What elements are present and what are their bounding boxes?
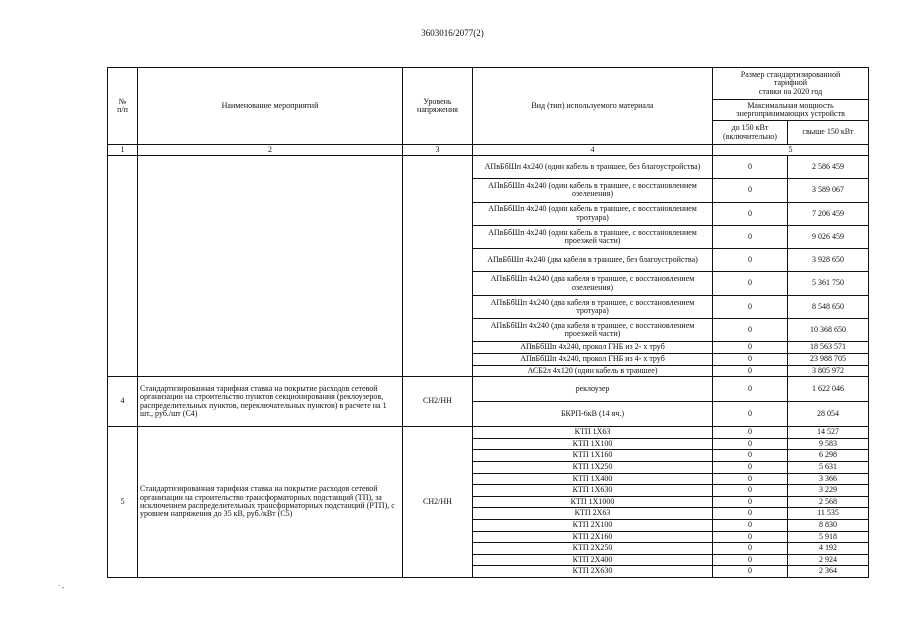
material-type: КТП 2Х250: [473, 543, 713, 555]
rate-upto-150: 0: [713, 295, 788, 318]
header-number: 2: [138, 145, 403, 156]
rate-upto-150: 0: [713, 531, 788, 543]
rate-over-150: 14 527: [788, 427, 869, 439]
voltage-level: [403, 156, 473, 377]
rate-upto-150: 0: [713, 272, 788, 295]
rate-over-150: 3 805 972: [788, 365, 869, 377]
document-id: 3603016/2077(2): [421, 28, 484, 38]
rate-over-150: 2 364: [788, 566, 869, 578]
voltage-level: СН2/НН: [403, 427, 473, 578]
rate-upto-150: 0: [713, 450, 788, 462]
rate-upto-150: 0: [713, 402, 788, 427]
rate-over-150: 2 586 459: [788, 156, 869, 179]
header-number: 4: [473, 145, 713, 156]
material-type: АПвБбШп 4х240 (один кабель в траншее, без благоустройства): [473, 156, 713, 179]
rate-over-150: 3 589 067: [788, 179, 869, 202]
rate-over-150: 2 924: [788, 554, 869, 566]
rate-upto-150: 0: [713, 342, 788, 354]
material-type: КТП 1Х1000: [473, 496, 713, 508]
rate-over-150: 4 192: [788, 543, 869, 555]
rate-over-150: 8 548 650: [788, 295, 869, 318]
material-type: КТП 1Х63: [473, 427, 713, 439]
corner-mark: · ,: [58, 582, 64, 590]
rate-upto-150: 0: [713, 365, 788, 377]
header-row-1: [108, 68, 869, 100]
rate-upto-150: 0: [713, 319, 788, 342]
rate-over-150: 3 229: [788, 485, 869, 497]
rate-over-150: 9 026 459: [788, 225, 869, 248]
material-type: АПвБбШп 4х240, прокол ГНБ из 2- х труб: [473, 342, 713, 354]
rate-upto-150: 0: [713, 496, 788, 508]
material-type: реклоузер: [473, 377, 713, 402]
material-type: БКРП-6кВ (14 яч.): [473, 402, 713, 427]
rate-over-150: 1 622 046: [788, 377, 869, 402]
row-number: 4: [108, 377, 138, 427]
header-num: № п/п: [108, 68, 138, 145]
material-type: КТП 2Х630: [473, 566, 713, 578]
header-max-power: Максимальная мощность энергопринимающих устройств: [713, 100, 869, 121]
rate-over-150: 8 830: [788, 519, 869, 531]
material-type: АПвБбШп 4х240 (два кабеля в траншее, с восстановлением тротуара): [473, 295, 713, 318]
material-type: КТП 1Х100: [473, 438, 713, 450]
table-row: [108, 377, 869, 402]
material-type: КТП 2Х400: [473, 554, 713, 566]
rate-upto-150: 0: [713, 519, 788, 531]
material-type: АПвБбШп 4х240 (один кабель в траншее, с восстановлением проезжей части): [473, 225, 713, 248]
header-upto150: до 150 кВт (включительно): [713, 121, 788, 145]
measure-name: Стандартизированная тарифная ставка на покрытие расходов сетевой организации на строительство пунктов секционирования (реклоузеров, распределительных пунктов, переключательных пунктов) в расчете на 1 шт., руб./шт (С4): [138, 377, 403, 427]
header-name: Наименование мероприятий: [138, 68, 403, 145]
rate-upto-150: 0: [713, 427, 788, 439]
tariff-table: [107, 67, 869, 578]
rate-upto-150: 0: [713, 249, 788, 272]
rate-upto-150: 0: [713, 543, 788, 555]
material-type: АПвБбШп 4х240 (один кабель в траншее, с восстановлением озеленения): [473, 179, 713, 202]
measure-name: [138, 156, 403, 377]
row-number: [108, 156, 138, 377]
header-over150: свыше 150 кВт: [788, 121, 869, 145]
table-row: [108, 156, 869, 179]
rate-over-150: 5 631: [788, 461, 869, 473]
rate-upto-150: 0: [713, 473, 788, 485]
header-rate: Размер стандартизированной тарифной ставки на 2020 год: [713, 68, 869, 100]
rate-over-150: 3 366: [788, 473, 869, 485]
header-number: 3: [403, 145, 473, 156]
material-type: КТП 2Х100: [473, 519, 713, 531]
rate-over-150: 3 928 650: [788, 249, 869, 272]
material-type: КТП 1Х400: [473, 473, 713, 485]
rate-upto-150: 0: [713, 554, 788, 566]
rate-upto-150: 0: [713, 566, 788, 578]
rate-over-150: 9 583: [788, 438, 869, 450]
material-type: КТП 2Х160: [473, 531, 713, 543]
rate-upto-150: 0: [713, 156, 788, 179]
rate-upto-150: 0: [713, 377, 788, 402]
rate-upto-150: 0: [713, 353, 788, 365]
rate-over-150: 23 988 705: [788, 353, 869, 365]
rate-over-150: 18 563 571: [788, 342, 869, 354]
rate-upto-150: 0: [713, 202, 788, 225]
rate-upto-150: 0: [713, 485, 788, 497]
material-type: АПвБбШп 4х240 (два кабеля в траншее, без благоустройства): [473, 249, 713, 272]
material-type: КТП 2Х63: [473, 508, 713, 520]
rate-over-150: 7 206 459: [788, 202, 869, 225]
rate-over-150: 10 368 650: [788, 319, 869, 342]
rate-upto-150: 0: [713, 461, 788, 473]
rate-over-150: 5 918: [788, 531, 869, 543]
material-type: АПвБбШп 4х240 (один кабель в траншее, с восстановлением тротуара): [473, 202, 713, 225]
material-type: КТП 1Х160: [473, 450, 713, 462]
rate-upto-150: 0: [713, 179, 788, 202]
material-type: КТП 1Х250: [473, 461, 713, 473]
measure-name: Стандартизированная тарифная ставка на покрытие расходов сетевой организации на строительство трансформаторных подстанций (ТП), за исключением распределительных трансформаторных подстанций (РТП), с уровнем напряжения до 35 кВ, руб./кВт (С5): [138, 427, 403, 578]
material-type: АПвБбШп 4х240 (два кабеля в траншее, с восстановлением проезжей части): [473, 319, 713, 342]
rate-over-150: 6 298: [788, 450, 869, 462]
rate-over-150: 2 568: [788, 496, 869, 508]
voltage-level: СН2/НН: [403, 377, 473, 427]
table-row: [108, 427, 869, 439]
header-material: Вид (тип) используемого материала: [473, 68, 713, 145]
rate-over-150: 28 054: [788, 402, 869, 427]
header-number: 5: [713, 145, 869, 156]
header-number: 1: [108, 145, 138, 156]
rate-upto-150: 0: [713, 225, 788, 248]
rate-over-150: 11 535: [788, 508, 869, 520]
header-numbers-row: [108, 145, 869, 156]
row-number: 5: [108, 427, 138, 578]
header-voltage: Уровень напряжения: [403, 68, 473, 145]
material-type: АПвБбШп 4х240, прокол ГНБ из 4- х труб: [473, 353, 713, 365]
rate-over-150: 5 361 750: [788, 272, 869, 295]
rate-upto-150: 0: [713, 438, 788, 450]
material-type: АПвБбШп 4х240 (два кабеля в траншее, с восстановлением озеленения): [473, 272, 713, 295]
material-type: КТП 1Х630: [473, 485, 713, 497]
material-type: АСБ2л 4х120 (один кабель в траншее): [473, 365, 713, 377]
rate-upto-150: 0: [713, 508, 788, 520]
